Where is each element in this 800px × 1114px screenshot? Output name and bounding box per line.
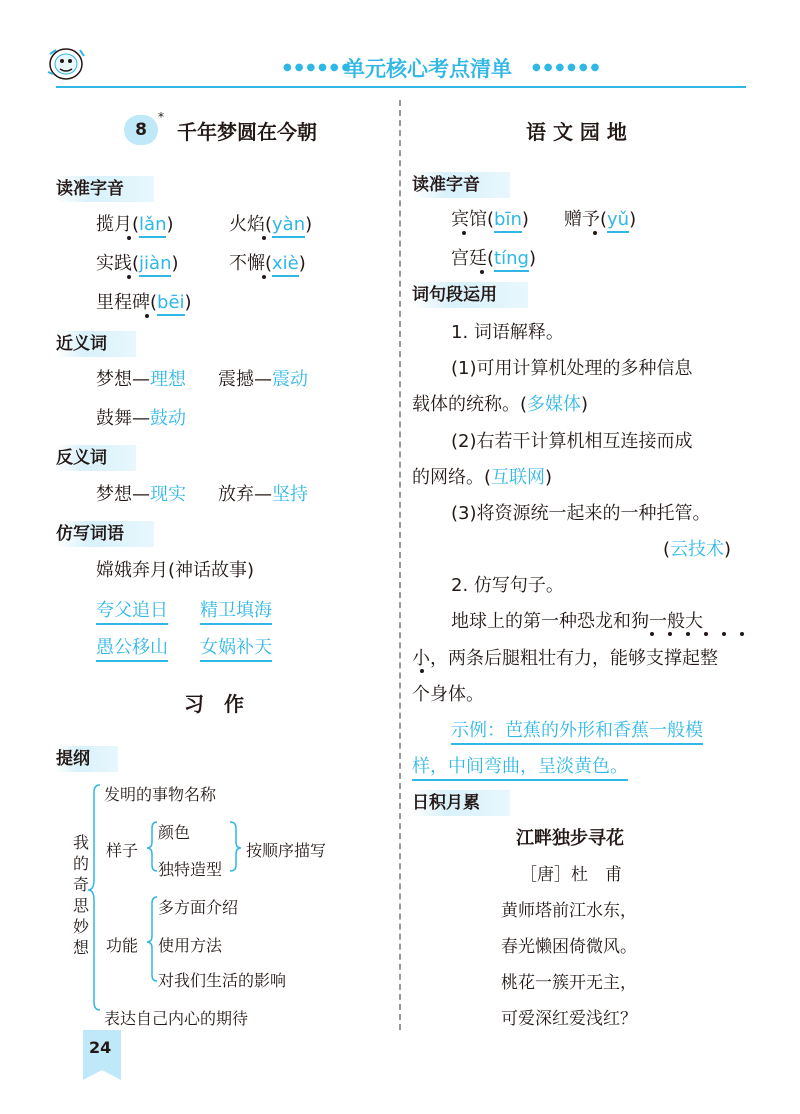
header-logo [40, 40, 90, 86]
reading-item: 赠予(yǔ) [564, 205, 636, 231]
sentence-line: 地球上的第一种恐龙和狗一般大 [451, 611, 703, 632]
usage-heading: 词句段运用 [412, 282, 528, 308]
header-dots: ●●●●●● [283, 62, 354, 73]
outline-color: 颜色 [158, 823, 191, 842]
example-line: 示例：芭蕉的外形和香蕉一般模 [451, 716, 703, 745]
emphasis-dot [145, 314, 149, 318]
synonym-pair: 震撼—震动 [218, 369, 308, 390]
column-divider [399, 100, 401, 1030]
outline-f1: 多方面介绍 [158, 898, 239, 917]
outline-order: 按顺序描写 [246, 841, 327, 860]
reading-heading: 读准字音 [56, 176, 154, 202]
emphasis-dot [668, 632, 672, 636]
usage-d2-line2: 的网络。(互联网) [412, 467, 553, 488]
right-title: 语 文 园 地 [526, 120, 627, 144]
imitate-heading: 仿写词语 [56, 521, 154, 547]
outline-function: 功能 [106, 936, 139, 955]
outline-name: 发明的事物名称 [104, 785, 217, 804]
outline-f2: 使用方法 [158, 936, 223, 955]
poem-line: 黄师塔前江水东， [501, 901, 637, 921]
imitate-answer: 夸父追日 [96, 596, 168, 625]
poem-title: 江畔独步寻花 [516, 828, 624, 849]
synonym-pair: 鼓舞—鼓动 [96, 408, 186, 429]
outline-shape: 独特造型 [158, 860, 223, 879]
emphasis-dot [722, 632, 726, 636]
antonym-pair: 放弃—坚持 [218, 484, 308, 505]
lesson-title: 千年梦圆在今朝 [177, 120, 317, 144]
poem-line: 春光懒困倚微风。 [501, 937, 637, 957]
usage-d3-line1: (3)将资源统一起来的一种托管。 [451, 503, 711, 524]
outline-root: 我的奇思妙想 [73, 833, 90, 957]
poem-line: 桃花一簇开无主， [501, 973, 637, 993]
emphasis-dot [127, 275, 131, 279]
emphasis-dot [480, 270, 484, 274]
usage-d1-line1: (1)可用计算机处理的多种信息 [451, 358, 693, 379]
emphasis-dot [593, 231, 597, 235]
usage-q2: 2. 仿写句子。 [451, 575, 564, 596]
emphasis-dot [462, 231, 466, 235]
emphasis-dot [420, 669, 424, 673]
header-title: 单元核心考点清单 [344, 57, 512, 81]
synonym-pair: 梦想—理想 [96, 369, 186, 390]
emphasis-dot [127, 236, 131, 240]
reading-item: 里程碑(bēi) [96, 288, 192, 314]
emphasis-dot [262, 236, 266, 240]
outline-f3: 对我们生活的影响 [158, 971, 287, 990]
right-reading-heading: 读准字音 [412, 172, 510, 198]
imitate-example: 嫦娥奔月(神话故事) [96, 560, 255, 581]
poem-line: 可爱深红爱浅红？ [501, 1009, 637, 1029]
emphasis-dot [650, 632, 654, 636]
usage-d3-answer: (云技术) [663, 539, 732, 560]
header-rule [56, 86, 746, 88]
antonym-pair: 梦想—现实 [96, 484, 186, 505]
daily-heading: 日积月累 [412, 790, 510, 816]
outline-appearance: 样子 [106, 841, 139, 860]
imitate-answer: 精卫填海 [200, 596, 272, 625]
outline-heading: 提纲 [56, 746, 118, 772]
imitate-answer: 女娲补天 [200, 633, 272, 662]
sentence-line: 小，两条后腿粗壮有力，能够支撑起整 [412, 648, 718, 669]
lesson-star: * [158, 110, 164, 124]
poem-author: ［唐］杜 甫 [520, 865, 622, 885]
reading-item: 揽月(lǎn) [96, 210, 174, 236]
reading-item: 实践(jiàn) [96, 249, 179, 275]
emphasis-dot [686, 632, 690, 636]
reading-item: 宫廷(tíng) [451, 244, 536, 270]
emphasis-dot [704, 632, 708, 636]
usage-q1: 1. 词语解释。 [451, 322, 564, 343]
imitate-answer: 愚公移山 [96, 633, 168, 662]
reading-item: 火焰(yàn) [229, 210, 312, 236]
emphasis-dot [740, 632, 744, 636]
usage-d1-line2: 载体的统称。(多媒体) [412, 394, 589, 415]
usage-d2-line1: (2)右若干计算机相互连接而成 [451, 431, 693, 452]
reading-item: 不懈(xiè) [229, 249, 306, 275]
emphasis-dot [262, 275, 266, 279]
page-number: 24 [89, 1038, 112, 1057]
example-line: 样，中间弯曲，呈淡黄色。 [412, 752, 628, 781]
lesson-number-badge: 8 [124, 115, 158, 145]
header-dots-right: ●●●●●● [532, 62, 603, 73]
synonyms-heading: 近义词 [56, 331, 136, 357]
outline-expect: 表达自己内心的期待 [104, 1009, 249, 1028]
antonyms-heading: 反义词 [56, 445, 136, 471]
reading-item: 宾馆(bīn) [451, 205, 529, 231]
writing-title: 习 作 [184, 692, 244, 716]
sentence-line: 个身体。 [412, 684, 484, 705]
